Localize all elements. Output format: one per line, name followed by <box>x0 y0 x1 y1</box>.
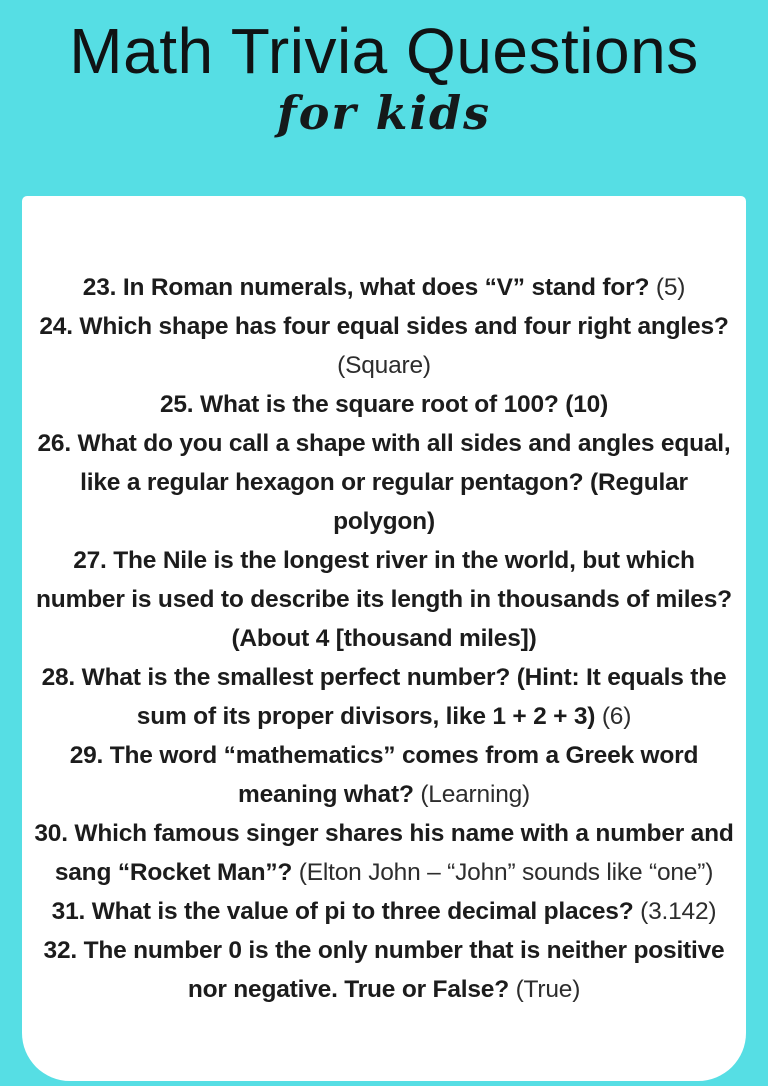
question-text: 30. Which famous singer shares his name with a number and sang “Rocket Man”? <box>34 820 734 886</box>
question-text: 31. What is the value of pi to three decimal places? <box>51 898 634 925</box>
question-item <box>30 892 738 931</box>
question-text: 29. The word “mathematics” comes from a Greek word meaning what? <box>69 742 699 808</box>
page-title: Math Trivia Questions <box>69 15 699 87</box>
question-item <box>30 658 738 736</box>
question-item <box>30 307 738 385</box>
question-item <box>30 424 738 541</box>
poster-header <box>0 0 768 196</box>
question-text: 26. What do you call a shape with all sides and angles equal, like a regular hexagon or regular pentagon? <box>37 430 731 496</box>
question-text: 25. What is the square root of 100? <box>159 391 559 418</box>
answer-text: (10) <box>558 391 609 418</box>
answer-text: (Learning) <box>413 781 530 808</box>
questions-card <box>22 196 746 1081</box>
page-subtitle: for kids <box>276 86 492 141</box>
bottom-strip <box>0 1081 768 1086</box>
questions-list <box>30 268 738 1009</box>
answer-text: (3.142) <box>633 898 717 925</box>
question-text: 23. In Roman numerals, what does “V” stand for? <box>82 274 650 301</box>
answer-text: (5) <box>649 274 686 301</box>
question-text: 32. The number 0 is the only number that is neither positive nor negative. True or False? <box>43 937 725 1003</box>
question-item <box>30 385 738 424</box>
question-text: 28. What is the smallest perfect number? (Hint: It equals the sum of its proper divisors, like 1 + 2 + 3) <box>41 664 727 730</box>
answer-text: (6) <box>595 703 632 730</box>
answer-text: (Elton John – “John” sounds like “one”) <box>292 859 714 886</box>
question-item <box>30 814 738 892</box>
answer-text: (Square) <box>337 352 431 379</box>
question-item <box>30 736 738 814</box>
question-text: 24. Which shape has four equal sides and four right angles? <box>39 313 729 340</box>
answer-text: (Regular polygon) <box>333 469 688 535</box>
answer-text: (True) <box>508 976 581 1003</box>
question-item <box>30 541 738 658</box>
question-text: 27. The Nile is the longest river in the world, but which number is used to describe its length in thousands of miles? <box>36 547 732 613</box>
question-item <box>30 268 738 307</box>
answer-text: (About 4 [thousand miles]) <box>231 625 537 652</box>
question-item <box>30 931 738 1009</box>
